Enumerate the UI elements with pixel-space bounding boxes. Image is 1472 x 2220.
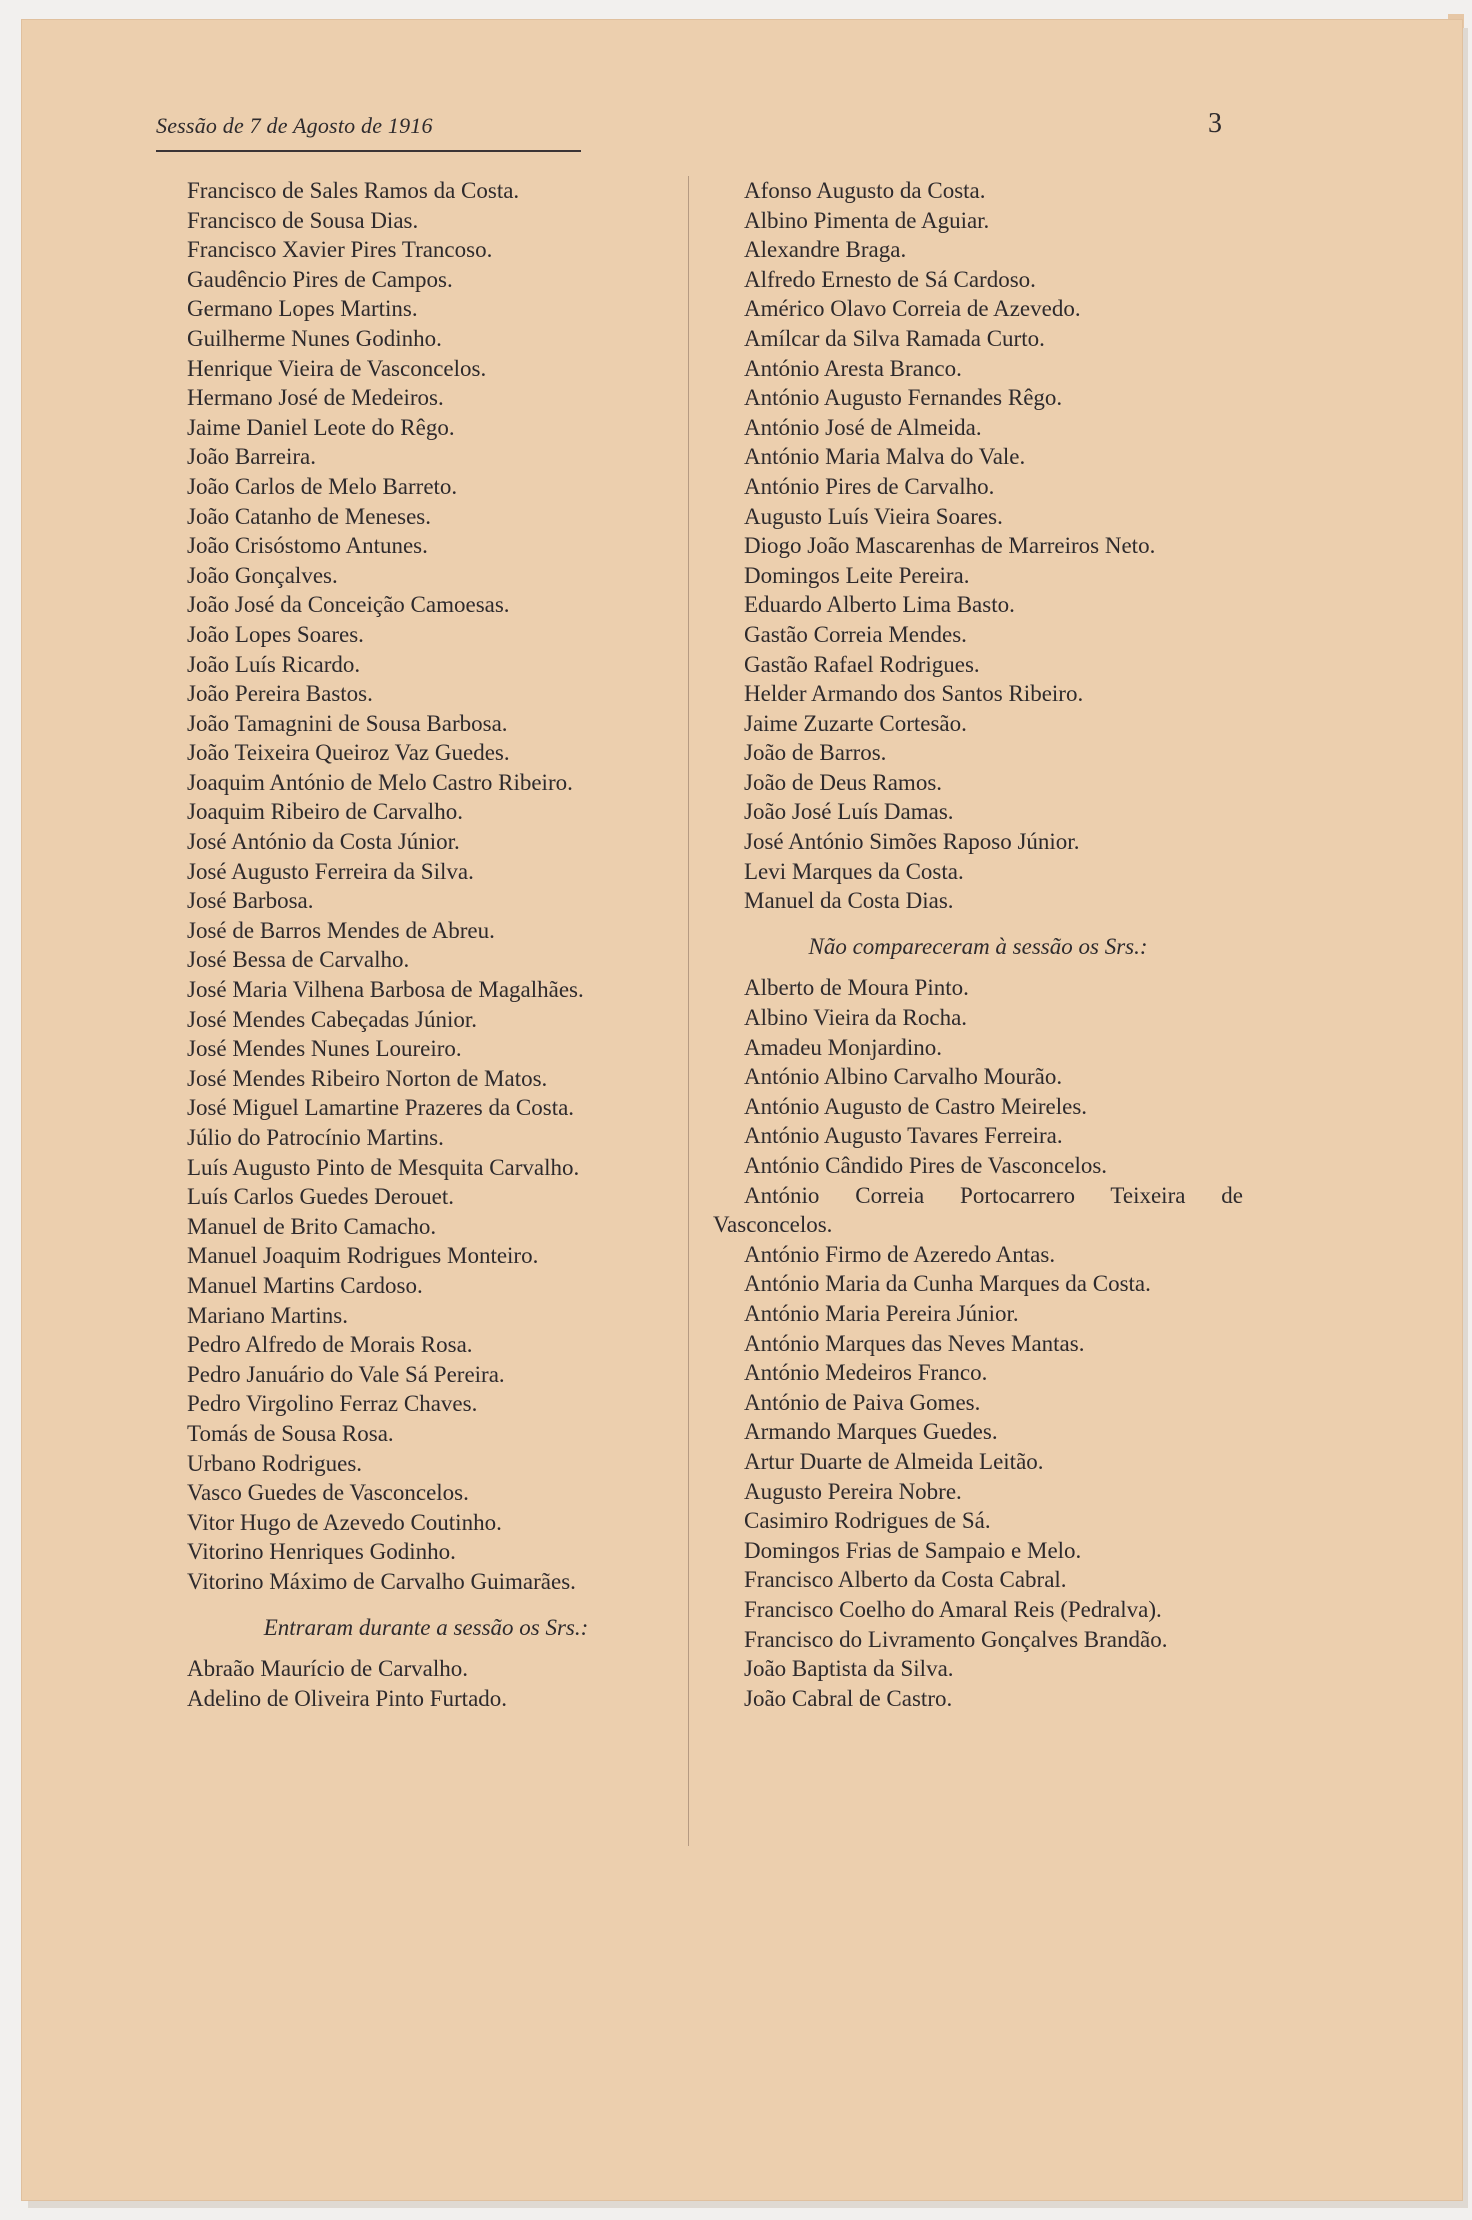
member-name: Vitorino Henriques Godinho. [187,1539,456,1565]
header-rule [156,150,581,152]
member-name: Albino Vieira da Rocha. [744,1005,968,1031]
member-name: Augusto Pereira Nobre. [744,1478,962,1504]
section-heading-absent: Não compareceram à sessão os Srs.: [808,933,1148,959]
member-name: Adelino de Oliveira Pinto Furtado. [187,1685,508,1711]
member-name: Joaquim António de Melo Castro Ribeiro. [187,769,573,795]
member-name: Guilherme Nunes Godinho. [187,325,442,351]
member-name: Francisco Xavier Pires Trancoso. [187,237,493,263]
member-name: Augusto Luís Vieira Soares. [744,503,1003,529]
member-name: João de Deus Ramos. [744,769,943,795]
member-name: Júlio do Patrocínio Martins. [187,1125,444,1150]
member-name: Alexandre Braga. [744,237,907,263]
member-name: António Correia Portocarrero Teixeira de Vasconcelos. [713,1182,1243,1238]
member-name: José Miguel Lamartine Prazeres da Costa. [187,1095,575,1121]
member-name: José António da Costa Júnior. [187,829,460,855]
member-name: João Tamagnini de Sousa Barbosa. [187,710,508,736]
member-name: Alberto de Moura Pinto. [744,975,969,1001]
member-name: Jaime Zuzarte Cortesão. [744,710,967,736]
member-name: Amadeu Monjardino. [744,1034,943,1060]
member-name: Luís Augusto Pinto de Mesquita Carvalho. [187,1154,580,1180]
member-name: João Luís Ricardo. [187,651,361,677]
member-name: João Cabral de Castro. [744,1685,953,1711]
member-name: Eduardo Alberto Lima Basto. [744,592,1015,618]
member-name: João Teixeira Queiroz Vaz Guedes. [187,740,510,766]
member-name: António Cândido Pires de Vasconcelos. [744,1153,1108,1178]
member-name: Francisco Coelho do Amaral Reis (Pedralva). [744,1596,1162,1622]
member-name: João de Barros. [744,740,887,766]
member-name: António Medeiros Franco. [744,1360,988,1386]
member-name: António Aresta Branco. [744,355,962,381]
member-name: Gastão Correia Mendes. [744,621,967,647]
member-name: Helder Armando dos Santos Ribeiro. [744,681,1084,707]
member-name: Vasco Guedes de Vasconcelos. [187,1480,469,1506]
member-name: José António Simões Raposo Júnior. [744,829,1080,855]
member-name: António Firmo de Azeredo Antas. [744,1241,1056,1267]
member-name: João Catanho de Meneses. [187,503,431,529]
member-name: António Augusto Fernandes Rêgo. [744,385,1063,411]
member-name: Francisco de Sousa Dias. [187,207,419,233]
member-name: António Maria Pereira Júnior. [744,1300,1019,1326]
member-name: António Pires de Carvalho. [744,473,995,499]
member-name: José Mendes Nunes Loureiro. [187,1036,462,1062]
member-name: Manuel Joaquim Rodrigues Monteiro. [187,1243,539,1269]
member-name: João Barreira. [187,444,316,470]
member-name: Domingos Leite Pereira. [744,562,970,588]
member-name: Hermano José de Medeiros. [187,385,444,411]
member-name: António Maria Malva do Vale. [744,444,1026,470]
member-name: Armando Marques Guedes. [744,1419,998,1445]
member-name: José de Barros Mendes de Abreu. [187,917,495,943]
member-name: António de Paiva Gomes. [744,1389,981,1415]
member-name: Manuel da Costa Dias. [744,888,954,914]
member-name: Diogo João Mascarenhas de Marreiros Neto. [744,533,1156,559]
member-name: Artur Duarte de Almeida Leitão. [744,1448,1044,1474]
member-name: Casimiro Rodrigues de Sá. [744,1508,991,1534]
member-name: Francisco de Sales Ramos da Costa. [187,178,520,203]
right-column [713,176,1243,1713]
member-name: Pedro Alfredo de Morais Rosa. [187,1332,473,1358]
member-name: Manuel Martins Cardoso. [187,1272,423,1298]
member-name: João Gonçalves. [187,562,338,588]
member-name: Alfredo Ernesto de Sá Cardoso. [744,266,1036,292]
member-name: José Mendes Cabeçadas Júnior. [187,1006,477,1032]
member-name: Américo Olavo Correia de Azevedo. [744,296,1081,322]
member-name: João Lopes Soares. [187,621,364,647]
member-name: Afonso Augusto da Costa. [744,178,986,203]
member-name: José Maria Vilhena Barbosa de Magalhães. [187,977,584,1003]
member-name: Vitor Hugo de Azevedo Coutinho. [187,1509,502,1535]
member-name: Gaudêncio Pires de Campos. [187,266,453,292]
member-name: José Mendes Ribeiro Norton de Matos. [187,1065,548,1091]
right-names-list [713,176,1243,916]
member-name: Pedro Januário do Vale Sá Pereira. [187,1361,505,1387]
member-name: José Augusto Ferreira da Silva. [187,858,474,884]
member-name: António Augusto de Castro Meireles. [744,1093,1088,1119]
member-name: Manuel de Brito Camacho. [187,1213,437,1239]
member-name: Urbano Rodrigues. [187,1450,363,1476]
member-name: Gastão Rafael Rodrigues. [744,651,980,677]
member-name: Henrique Vieira de Vasconcelos. [187,355,487,381]
member-name: Jaime Daniel Leote do Rêgo. [187,414,455,440]
member-name: Tomás de Sousa Rosa. [187,1420,394,1446]
member-name: João José da Conceição Camoesas. [187,592,510,618]
member-name: João Carlos de Melo Barreto. [187,473,458,499]
member-name: Joaquim Ribeiro de Carvalho. [187,799,463,825]
member-name: Amílcar da Silva Ramada Curto. [744,325,1045,351]
member-name: João José Luís Damas. [744,799,954,825]
member-name: Abraão Maurício de Carvalho. [187,1656,469,1682]
member-name: João Pereira Bastos. [187,681,373,707]
member-name: Germano Lopes Martins. [187,296,418,322]
member-name: Francisco Alberto da Costa Cabral. [744,1567,1067,1593]
entered-names-list [156,1654,696,1713]
member-name: João Crisóstomo Antunes. [187,533,428,559]
member-name: Domingos Frias de Sampaio e Melo. [744,1537,1082,1563]
session-header-title: Sessão de 7 de Agosto de 1916 [156,113,433,138]
member-name: José Barbosa. [187,888,314,914]
page-number: 3 [1208,108,1222,139]
member-name: António Maria da Cunha Marques da Costa. [744,1271,1151,1297]
member-name: Levi Marques da Costa. [744,858,964,884]
absent-names-list [713,973,1243,1713]
member-name: António Marques das Neves Mantas. [744,1330,1085,1356]
member-name: Albino Pimenta de Aguiar. [744,207,990,233]
member-name: António Albino Carvalho Mourão. [744,1064,1063,1090]
member-name: Francisco do Livramento Gonçalves Brandão. [744,1626,1168,1652]
member-name: António Augusto Tavares Ferreira. [744,1123,1063,1149]
member-name: José Bessa de Carvalho. [187,947,410,973]
left-column [156,176,696,1713]
member-name: João Baptista da Silva. [744,1656,954,1682]
member-name: Pedro Virgolino Ferraz Chaves. [187,1391,478,1417]
member-name: Mariano Martins. [187,1302,348,1328]
section-heading-entered-during-session: Entraram durante a sessão os Srs.: [263,1614,589,1640]
member-name: Luís Carlos Guedes Derouet. [187,1184,454,1210]
left-names-list [156,176,696,1597]
member-name: António José de Almeida. [744,414,982,440]
member-name: Vitorino Máximo de Carvalho Guimarães. [187,1568,576,1594]
